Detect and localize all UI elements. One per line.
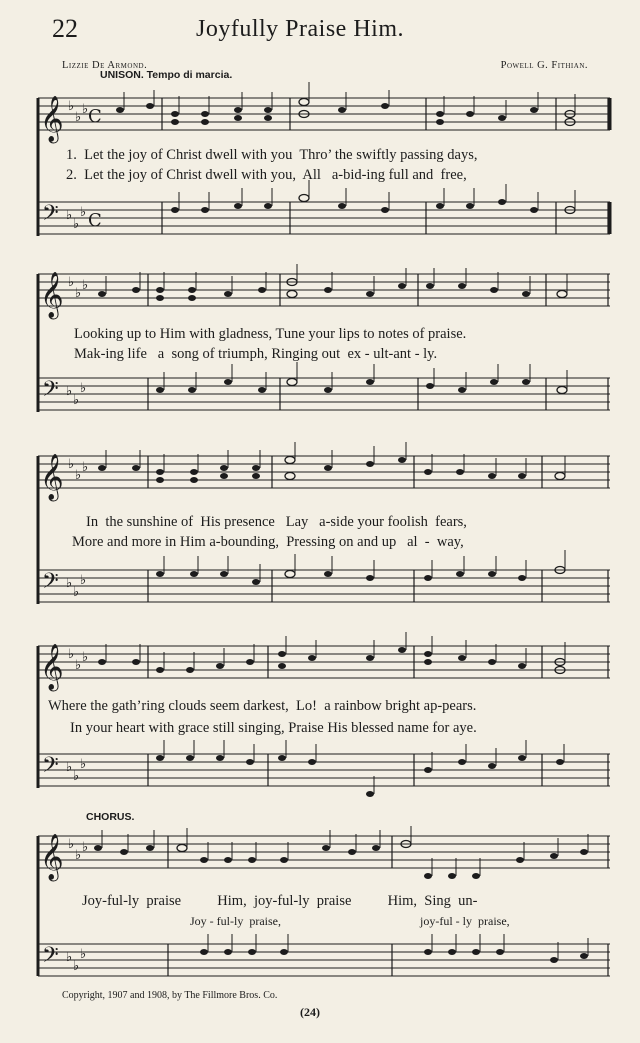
svg-text:♭: ♭ [75,110,82,125]
svg-text:♭: ♭ [68,275,75,290]
lyricist: Lizzie De Armond. [62,60,148,71]
svg-text:♭: ♭ [68,647,75,662]
svg-text:♭: ♭ [66,208,73,223]
svg-text:C: C [88,210,102,231]
chorus-label: CHORUS. [86,811,135,823]
composer: Powell G. Fithian. [500,60,588,71]
chorus-bass-lyric-2: joy-ful - ly praise, [420,914,510,928]
bass-clef-icon: 𝄢 [42,201,59,231]
svg-text:♭: ♭ [80,947,87,962]
svg-text:♭: ♭ [80,573,87,588]
lyric-verse-1: In the sunshine of His presence Lay a-side your foolish fears, [86,514,467,530]
svg-text:♭: ♭ [66,950,73,965]
bass-clef-icon: 𝄢 [42,377,59,407]
svg-text:♭: ♭ [82,650,89,665]
svg-text:♭: ♭ [73,585,80,600]
treble-clef-icon: 𝄞 [40,644,64,690]
lyric-verse-1: Looking up to Him with gladness, Tune your lips to notes of praise. [74,326,467,342]
svg-text:♭: ♭ [82,460,89,475]
svg-text:♭: ♭ [80,381,87,396]
svg-text:♭: ♭ [68,457,75,472]
svg-text:♭: ♭ [75,286,82,301]
svg-text:♭: ♭ [73,393,80,408]
bass-staff [38,943,610,976]
treble-clef-icon: 𝄞 [40,454,64,500]
music-system-2 [0,264,640,424]
chorus-bass-lyric-1: Joy - ful-ly praise, [190,914,281,928]
lyric-verse-2: Mak-ing life a song of triumph, Ringing out ex - ult-ant - ly. [74,346,438,362]
svg-text:♭: ♭ [73,217,80,232]
lyric-verse-1: 1. Let the joy of Christ dwell with you Thro’ the swiftly passing days, [66,147,478,163]
treble-clef-icon: 𝄞 [40,96,64,142]
hymn-number: 22 [52,14,78,43]
bass-staff [38,569,610,602]
bass-staff [38,201,610,234]
svg-text:♭: ♭ [68,99,75,114]
hymn-title: Joyfully Praise Him. [196,16,404,42]
svg-text:♭: ♭ [82,840,89,855]
treble-staff [38,96,610,236]
svg-text:♭: ♭ [80,205,87,220]
page-number: (24) [300,1005,320,1019]
svg-text:♭: ♭ [66,384,73,399]
copyright-notice: Copyright, 1907 and 1908, by The Fillmore Bros. Co. [62,990,278,1001]
svg-text:♭: ♭ [75,468,82,483]
svg-text:♭: ♭ [73,959,80,974]
svg-text:♭: ♭ [82,102,89,117]
lyric-verse-2: More and more in Him a-bounding, Pressing on and up al - way, [72,534,464,550]
lyric-verse-2: 2. Let the joy of Christ dwell with you, All a-bid-ing full and free, [66,167,467,183]
svg-text:♭: ♭ [75,848,82,863]
svg-text:♭: ♭ [73,769,80,784]
bass-clef-icon: 𝄢 [42,569,59,599]
treble-clef-icon: 𝄞 [40,834,64,880]
bass-clef-icon: 𝄢 [42,943,59,973]
tempo-marking: UNISON. Tempo di marcia. [100,69,233,81]
svg-text:♭: ♭ [68,837,75,852]
treble-clef-icon: 𝄞 [40,272,64,318]
svg-text:♭: ♭ [66,760,73,775]
svg-text:♭: ♭ [66,576,73,591]
music-system-3 [0,446,640,616]
lyric-verse-1: Where the gath’ring clouds seem darkest, Lo! a rainbow bright ap-pears. [48,698,477,714]
svg-text:♭: ♭ [75,658,82,673]
lyric-verse-2: In your heart with grace still singing, Praise His blessed name for aye. [70,720,477,736]
music-system-chorus [0,826,640,996]
bass-clef-icon: 𝄢 [42,753,59,783]
chorus-lyric: Joy-ful-ly praise Him, joy-ful-ly praise Him, Sing un- [82,893,478,909]
svg-text:♭: ♭ [80,757,87,772]
svg-text:♭: ♭ [82,278,89,293]
svg-text:C: C [88,106,102,127]
